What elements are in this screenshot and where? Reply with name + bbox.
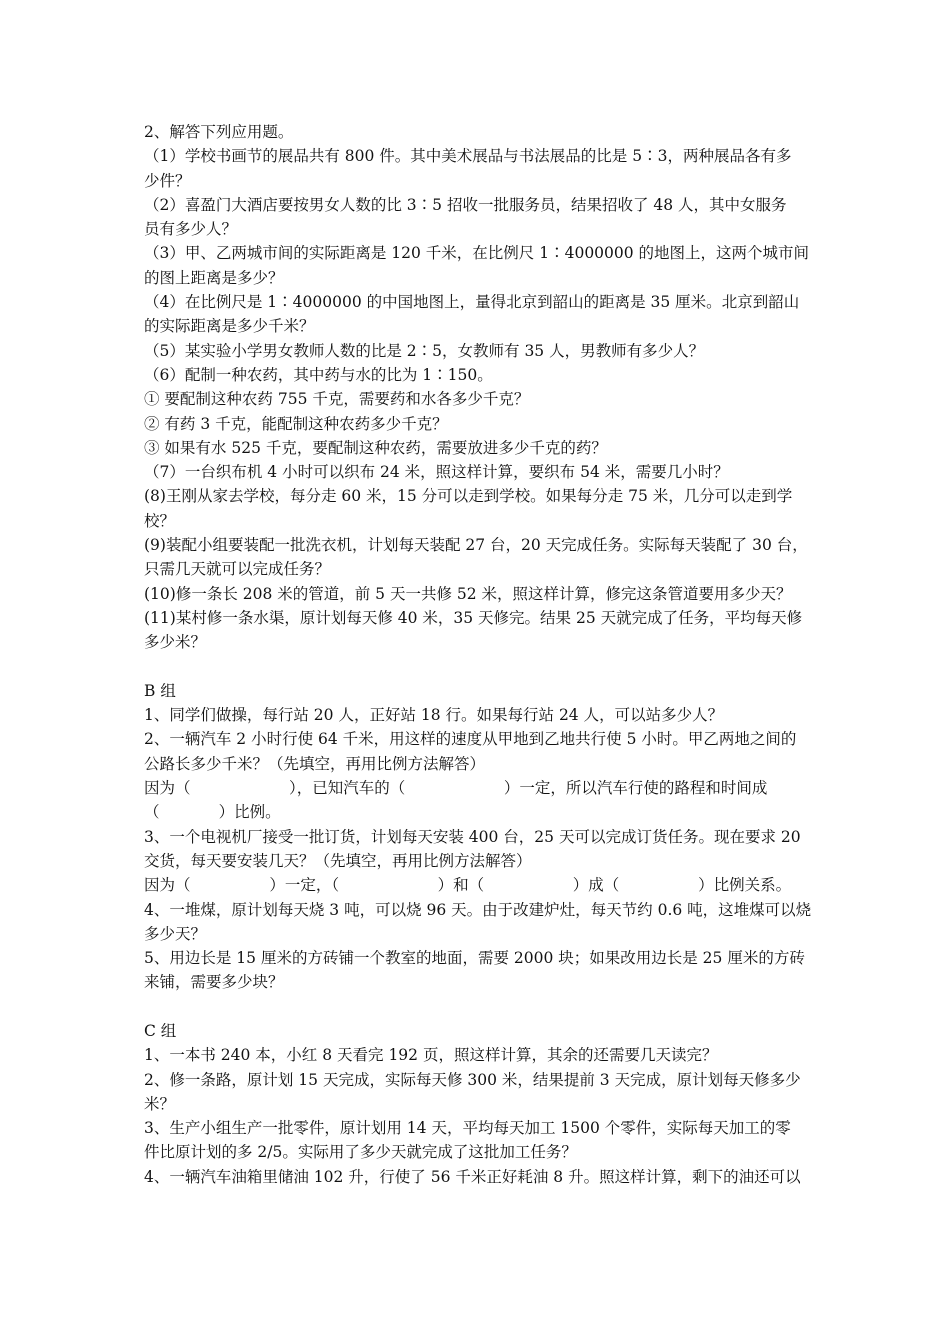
problem-line: 多少天？ bbox=[144, 924, 207, 943]
problem-line: （2）喜盈门大酒店要按男女人数的比 3∶5 招收一批服务员，结果招收了 48 人，其中女服务 bbox=[144, 195, 787, 214]
problem-line: ③ 如果有水 525 千克，要配制这种农药，需要放进多少千克的药？ bbox=[144, 438, 607, 457]
problem-line: (10)修一条长 208 米的管道，前 5 天一共修 52 米，照这样计算，修完这条管道要用多少天？ bbox=[144, 584, 792, 603]
problem-line: 3、生产小组生产一批零件，原计划用 14 天，平均每天加工 1500 个零件，实际每天加工的零 bbox=[144, 1119, 791, 1138]
fill-in-line: 因为（ ），已知汽车的（ ）一定，所以汽车行使的路程和时间成 bbox=[144, 779, 768, 798]
problem-line: 5、用边长是 15 厘米的方砖铺一个教室的地面，需要 2000 块；如果改用边长是 25 厘米的方砖 bbox=[144, 949, 805, 968]
document-body bbox=[144, 120, 814, 1189]
problem-line: 1、一本书 240 本，小红 8 天看完 192 页，照这样计算，其余的还需要几天读完？ bbox=[144, 1046, 718, 1065]
section-a-title: 2、解答下列应用题。 bbox=[144, 123, 294, 141]
problem-line: 2、一辆汽车 2 小时行使 64 千米，用这样的速度从甲地到乙地共行使 5 小时。甲乙两地之间的 bbox=[144, 730, 797, 749]
problem-line: 公路长多少千米？（先填空，再用比例方法解答） bbox=[144, 754, 486, 773]
problem-line: (11)某村修一条水渠，原计划每天修 40 米，35 天修完。结果 25 天就完成了任务，平均每天修 bbox=[144, 608, 803, 627]
problem-line: （5）某实验小学男女教师人数的比是 2∶5，女教师有 35 人，男教师有多少人？ bbox=[144, 341, 705, 360]
problem-line: 2、修一条路，原计划 15 天完成，实际每天修 300 米，结果提前 3 天完成，原计划每天修多少 bbox=[144, 1070, 801, 1089]
problem-line: ② 有药 3 千克，能配制这种农药多少千克？ bbox=[144, 414, 448, 433]
blank-line bbox=[144, 995, 814, 1019]
problem-line: （7）一台织布机 4 小时可以织布 24 米，照这样计算，要织布 54 米，需要几小时？ bbox=[144, 463, 729, 482]
fill-in-line: （ ）比例。 bbox=[144, 803, 281, 822]
problem-line: 1、同学们做操，每行站 20 人，正好站 18 行。如果每行站 24 人，可以站多少人？ bbox=[144, 706, 724, 725]
blank-line bbox=[144, 655, 814, 679]
problem-line: (8)王刚从家去学校，每分走 60 米，15 分可以走到学校。如果每分走 75 米，几分可以走到学 bbox=[144, 487, 793, 506]
problem-line: 校？ bbox=[144, 511, 176, 530]
problem-line: （4）在比例尺是 1∶4000000 的中国地图上，量得北京到韶山的距离是 35 厘米。北京到韶山 bbox=[144, 293, 800, 312]
problem-line: 多少米？ bbox=[144, 633, 207, 652]
problem-line: （6）配制一种农药，其中药与水的比为 1∶150。 bbox=[144, 365, 493, 384]
problem-line: 的图上距离是多少？ bbox=[144, 268, 284, 287]
problem-line: 来铺，需要多少块？ bbox=[144, 973, 284, 992]
problem-line: ① 要配制这种农药 755 千克，需要药和水各多少千克？ bbox=[144, 390, 530, 409]
section-b-title: B 组 bbox=[144, 681, 176, 700]
problem-line: 件比原计划的多 2/5。实际用了多少天就完成了这批加工任务？ bbox=[144, 1143, 577, 1162]
problem-line: (9)装配小组要装配一批洗衣机，计划每天装配 27 台，20 天完成任务。实际每天装配了 30 台， bbox=[144, 536, 808, 555]
problem-line: 少件？ bbox=[144, 171, 191, 190]
problem-line: 米？ bbox=[144, 1094, 176, 1113]
problem-line: 只需几天就可以完成任务？ bbox=[144, 560, 331, 579]
problem-line: 4、一辆汽车油箱里储油 102 升，行使了 56 千米正好耗油 8 升。照这样计算，剩下的油还可以 bbox=[144, 1167, 801, 1186]
problem-line: 员有多少人？ bbox=[144, 220, 238, 239]
section-c-title: C 组 bbox=[144, 1021, 177, 1040]
problem-line: 3、一个电视机厂接受一批订货，计划每天安装 400 台，25 天可以完成订货任务。现在要求 20 bbox=[144, 827, 801, 846]
problem-line: 4、一堆煤，原计划每天烧 3 吨，可以烧 96 天。由于改建炉灶，每天节约 0.6 吨，这堆煤可以烧 bbox=[144, 900, 812, 919]
problem-line: （1）学校书画节的展品共有 800 件。其中美术展品与书法展品的比是 5∶3，两种展品各有多 bbox=[144, 147, 792, 166]
problem-line: 的实际距离是多少千米？ bbox=[144, 317, 315, 336]
problem-line: （3）甲、乙两城市间的实际距离是 120 千米，在比例尺 1∶4000000 的地图上，这两个城市间 bbox=[144, 244, 810, 263]
problem-line: 交货，每天要安装几天？（先填空，再用比例方法解答） bbox=[144, 851, 532, 870]
fill-in-line: 因为（ ）一定，（ ）和（ ）成（ ）比例关系。 bbox=[144, 876, 792, 895]
